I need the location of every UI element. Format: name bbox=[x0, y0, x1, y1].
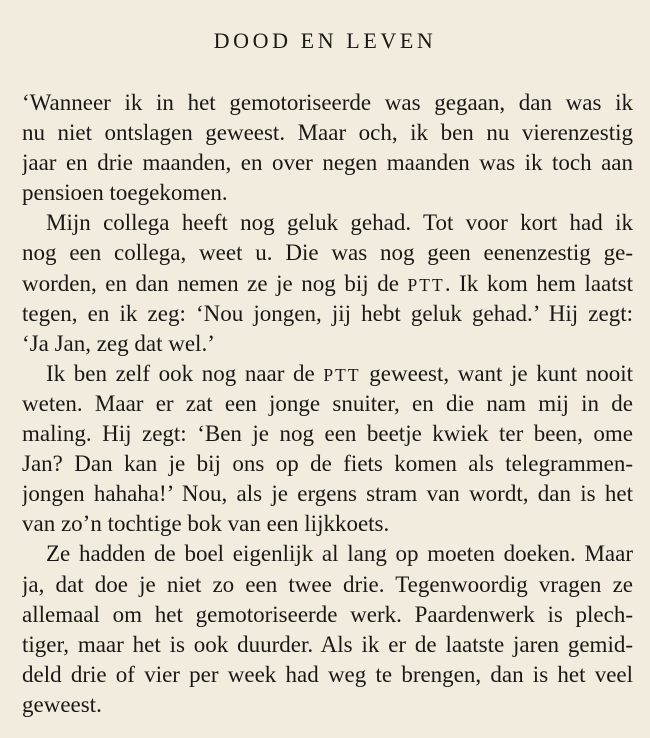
text-segment: worden, en dan nemen ze je nog bij de bbox=[22, 270, 408, 296]
text-line: weten. Maar er zat een jonge snuiter, en die nam mij in de bbox=[22, 390, 633, 416]
text-segment: . Ik kom hem laatst bbox=[444, 270, 633, 296]
text-line: maling. Hij zegt: ‘Ben je nog een beetje kwiek ter been, ome bbox=[22, 421, 633, 447]
text-line: tegen, en ik zeg: ‘Nou jongen, jij hebt geluk gehad.’ Hij zegt: bbox=[22, 300, 633, 326]
text-line: jaar en drie maanden, en over negen maanden was ik toch aan bbox=[22, 150, 633, 176]
paragraph-3 bbox=[22, 359, 633, 540]
text-line: tiger, maar het is ook duurder. Als ik er de laatste jaren gemid- bbox=[22, 631, 633, 657]
abbreviation-ptt: PTT bbox=[323, 364, 361, 385]
text-line: jongen hahaha!’ Nou, als je ergens stram van wordt, dan is het bbox=[22, 481, 633, 507]
text-line: Jan? Dan kan je bij ons op de fiets komen als telegrammen- bbox=[22, 451, 633, 477]
text-line: ‘Wanneer ik in het gemotoriseerde was gegaan, dan was ik bbox=[22, 90, 633, 115]
text-segment: geweest, want je kunt nooit bbox=[360, 360, 633, 386]
text-line: allemaal om het gemotoriseerde werk. Paardenwerk is plech- bbox=[22, 601, 633, 627]
text-line: geweest. bbox=[22, 691, 102, 717]
text-line: nu niet ontslagen geweest. Maar och, ik ben nu vierenzestig bbox=[22, 120, 633, 146]
text-line: nog een collega, weet u. Die was nog geen eenenzestig ge- bbox=[22, 240, 633, 266]
paragraph-1 bbox=[22, 88, 633, 208]
abbreviation-ptt: PTT bbox=[407, 274, 445, 295]
text-line: van zo’n tochtige bok van een lijkkoets. bbox=[22, 511, 390, 537]
chapter-title: DOOD EN LEVEN bbox=[213, 28, 437, 53]
text-line: Mijn collega heeft nog geluk gehad. Tot voor kort had ik bbox=[46, 210, 633, 236]
text-line: ja, dat doe je niet zo een twee drie. Tegenwoordig vragen ze bbox=[22, 571, 633, 597]
paragraph-4 bbox=[22, 539, 633, 720]
paragraph-2 bbox=[22, 208, 633, 358]
text-line: pensioen toegekomen. bbox=[22, 180, 228, 206]
text-segment: Ik ben zelf ook nog naar de bbox=[46, 360, 324, 386]
text-line: deld drie of vier per week had weg te brengen, dan is het veel bbox=[22, 661, 633, 687]
body-text bbox=[22, 88, 633, 720]
text-line bbox=[22, 359, 633, 389]
text-line: Ze hadden de boel eigenlijk al lang op moeten doeken. Maar bbox=[46, 541, 633, 567]
text-line bbox=[22, 269, 633, 299]
text-line: ‘Ja Jan, zeg dat wel.’ bbox=[22, 330, 215, 356]
